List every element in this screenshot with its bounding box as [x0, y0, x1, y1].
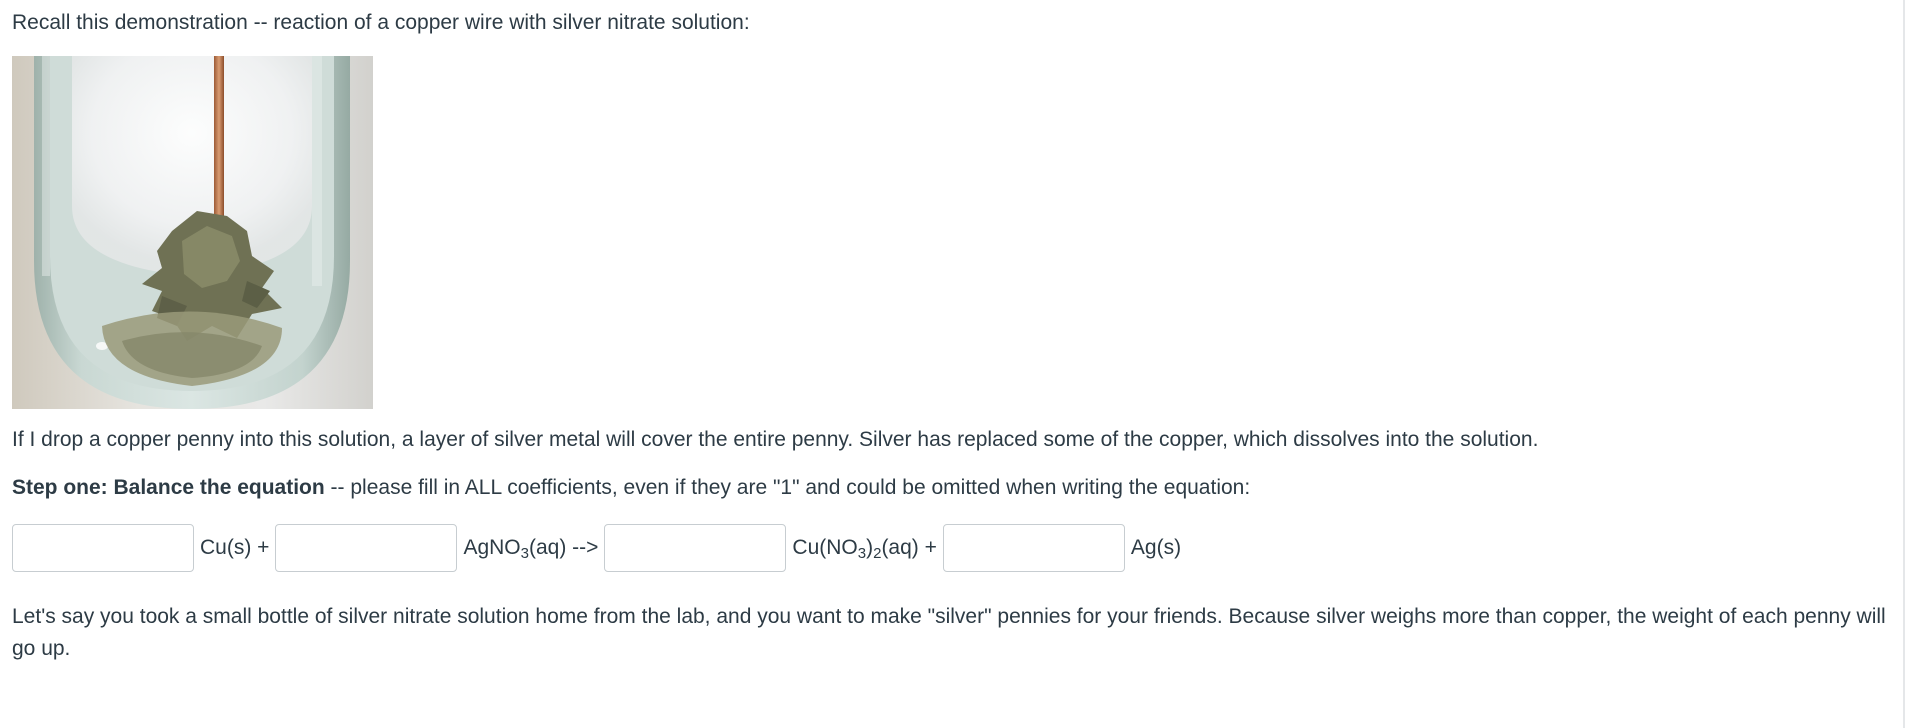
species-cuno32-paren: ) — [866, 536, 874, 560]
coefficient-ag-input[interactable] — [943, 524, 1125, 572]
species-agno3-subscript: 3 — [520, 545, 529, 563]
test-tube-photo — [12, 56, 373, 409]
species-cuno32-subscript-2: 2 — [873, 545, 882, 563]
step-one-instructions: -- please fill in ALL coefficients, even if they are "1" and could be omitted when writing the equation: — [324, 476, 1251, 499]
step-one-paragraph — [12, 472, 1250, 504]
species-agno3-base: AgNO — [463, 536, 521, 560]
coefficient-cu-input[interactable] — [12, 524, 194, 572]
balance-equation — [12, 522, 1187, 574]
species-cuno32-subscript-3: 3 — [857, 545, 867, 563]
intro-text: Recall this demonstration -- reaction of a copper wire with silver nitrate solution: — [12, 11, 750, 34]
step-one-label: Step one: Balance the equation — [12, 476, 325, 499]
species-agno3-state-arrow: (aq) --> — [528, 536, 599, 560]
species-cuno32-base: Cu(NO — [792, 536, 858, 560]
page-scrollbar[interactable] — [1903, 0, 1905, 728]
bottle-paragraph: Let's say you took a small bottle of silver nitrate solution home from the lab, and you want to make "silver" pennies for your friends. Because silver weighs more than copper, the weight of each penny will go up. — [12, 605, 1886, 660]
species-agno3 — [457, 532, 604, 564]
species-cuno32-state: (aq) + — [881, 536, 937, 560]
species-ag: Ag(s) — [1130, 536, 1182, 560]
species-cu: Cu(s) + — [200, 536, 270, 560]
species-cuno32 — [786, 532, 942, 564]
penny-paragraph: If I drop a copper penny into this solution, a layer of silver metal will cover the entire penny. Silver has replaced some of the copper, which dissolves into the solution. — [12, 428, 1539, 451]
coefficient-cuno32-input[interactable] — [604, 524, 786, 572]
coefficient-agno3-input[interactable] — [275, 524, 457, 572]
